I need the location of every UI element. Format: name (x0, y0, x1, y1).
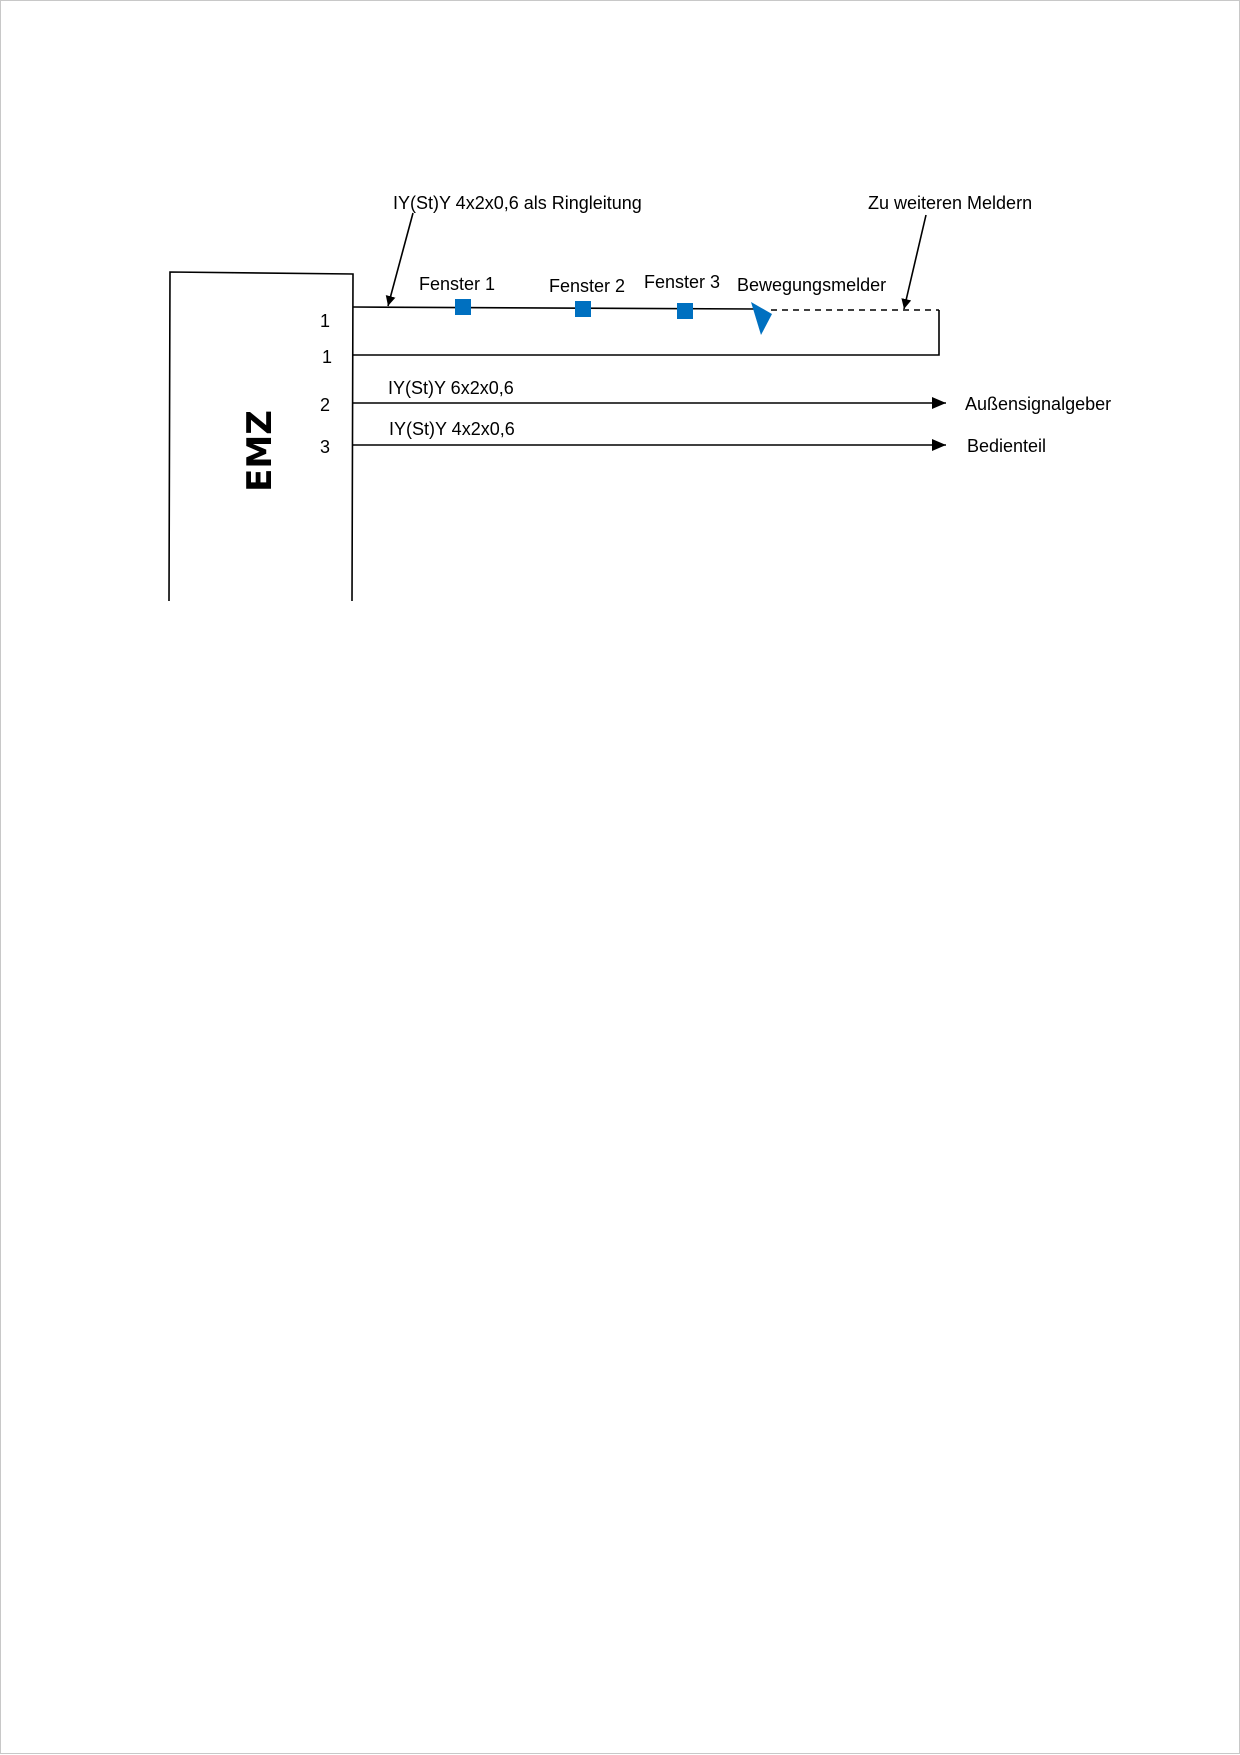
window-2-label: Fenster 2 (549, 276, 626, 296)
window-contact-2-icon (575, 301, 591, 317)
motion-detector-icon (751, 302, 772, 335)
window-1-label: Fenster 1 (419, 274, 496, 294)
terminal-1b: 1 (322, 347, 333, 367)
callout-arrow-further (904, 215, 926, 309)
ring-line-return (353, 310, 939, 355)
ring-line-top (353, 307, 756, 309)
window-3-label: Fenster 3 (644, 272, 721, 292)
window-contact-3-icon (677, 303, 693, 319)
control-cable-label: IY(St)Y 4x2x0,6 (389, 419, 515, 439)
wiring-diagram (1, 1, 1240, 1755)
further-detectors-label: Zu weiteren Meldern (868, 193, 1033, 213)
window-contact-1-icon (455, 299, 471, 315)
terminal-3: 3 (320, 437, 331, 457)
callout-arrow-ring (388, 213, 413, 306)
terminal-1a: 1 (320, 311, 331, 331)
control-panel-label: Bedienteil (967, 436, 1047, 456)
siren-cable-label: IY(St)Y 6x2x0,6 (388, 378, 514, 398)
terminal-2: 2 (320, 395, 331, 415)
siren-label: Außensignalgeber (965, 394, 1112, 414)
motion-detector-label: Bewegungsmelder (737, 275, 887, 295)
emz-label: EMZ (240, 410, 280, 492)
ring-cable-label: IY(St)Y 4x2x0,6 als Ringleitung (393, 193, 642, 213)
